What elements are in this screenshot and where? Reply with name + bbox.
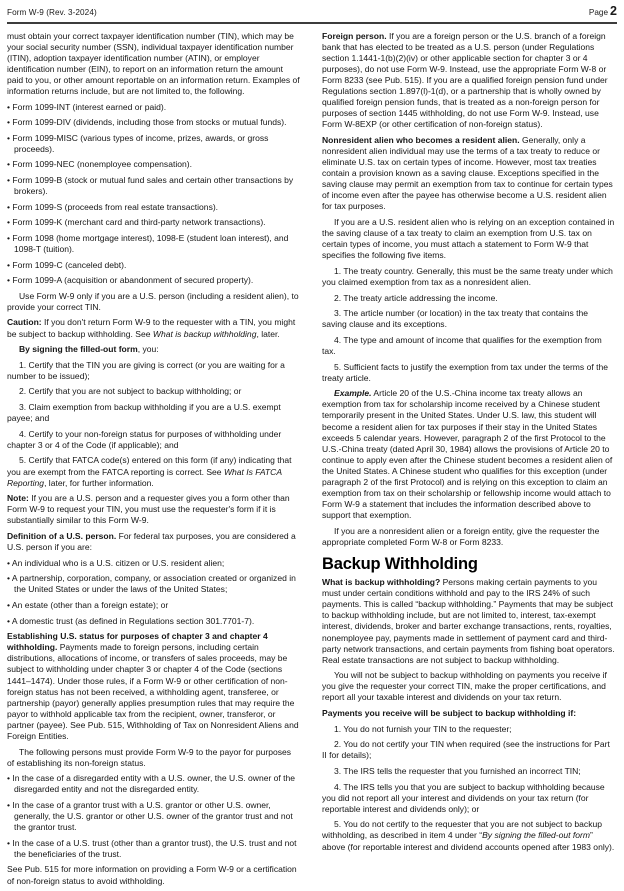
definition-paragraph <box>7 531 300 553</box>
caution-text-before: If you don't return Form W-9 to the requester with a TIN, you might be subject to backup withholding. See <box>7 317 295 338</box>
what-is-backup-label: What is backup withholding? <box>322 577 440 587</box>
form-bullet: • Form 1099-DIV (dividends, including those from stocks or mutual funds). <box>7 117 300 128</box>
note-paragraph <box>7 493 300 526</box>
establishing-label: Establishing U.S. status for purposes of chapter 3 and chapter 4 withholding. <box>7 631 268 652</box>
persons-bullet-text: In the case of a grantor trust with a U.S. grantor or other U.S. owner, generally, the U.S. grantor or other U.S. owner of the grantor trust and not the grantor trust. <box>12 800 292 832</box>
signing-heading <box>7 344 300 355</box>
form-bullet: • Form 1099-NEC (nonemployee compensation). <box>7 159 300 170</box>
caution-text-after: , later. <box>256 329 279 339</box>
form-bullet-text: Form 1099-K (merchant card and third-party network transactions). <box>12 217 265 227</box>
payments-subject-item: 1. You do not furnish your TIN to the requester; <box>322 724 615 735</box>
page-label: Page <box>589 9 608 17</box>
example-paragraph <box>322 388 615 521</box>
foreign-person-paragraph <box>322 31 615 131</box>
form-bullet: • Form 1099-C (canceled debt). <box>7 260 300 271</box>
form-bullet-text: Form 1099-NEC (nonemployee compensation). <box>12 159 192 169</box>
five-item: 4. The type and amount of income that qualifies for the exemption from tax. <box>322 335 615 357</box>
page-header <box>0 0 624 20</box>
page-number <box>589 5 617 18</box>
five-item: 2. The treaty article addressing the income. <box>322 293 615 304</box>
see-pub-515-paragraph: See Pub. 515 for more information on providing a Form W-9 or a certification of non-foreign status to avoid withholding. <box>7 864 300 886</box>
definition-text: For federal tax purposes, you are considered a U.S. person if you are: <box>7 531 296 552</box>
form-bullet: • Form 1099-MISC (various types of income, prizes, awards, or gross proceeds). <box>7 133 300 155</box>
signing-item-five <box>7 455 300 488</box>
right-column <box>322 31 615 891</box>
five-item: 3. The article number (or location) in the tax treaty that contains the saving clause and its exceptions. <box>322 308 615 330</box>
note-text: If you are a U.S. person and a requester gives you a form other than Form W-9 to request your TIN, you must use the requester's form if it is substantially similar to this Form W-9. <box>7 493 290 525</box>
signing-item: 1. Certify that the TIN you are giving is correct (or you are waiting for a number to be issued); <box>7 360 300 382</box>
payments-subject-item: 3. The IRS tells the requester that you furnished an incorrect TIN; <box>322 766 615 777</box>
nonresident-alien-label: Nonresident alien who becomes a resident alien. <box>322 135 520 145</box>
example-text: Article 20 of the U.S.-China income tax treaty allows an exemption from tax for scholarship income received by a Chinese student temporarily present in the United States. Under U.S. law, this student will become a resident alien for tax purposes if their stay in the United States exceeds 5 calendar years. However, paragraph 2 of the first Protocol to the U.S.-China treaty (dated April 30, 1984) allows the provisions of Article 20 to continue to apply even after the Chinese student becomes a resident alien of the United States. A Chinese student who qualifies for this exception (under paragraph 2 of the first Protocol) and is relying on this exception to claim an exemption from tax on their scholarship or fellowship income would attach to Form W-9 a statement that includes the information described above to support that exemption. <box>322 388 612 520</box>
form-bullet: • Form 1099-INT (interest earned or paid). <box>7 102 300 113</box>
use-form-paragraph: Use Form W-9 only if you are a U.S. person (including a resident alien), to provide your correct TIN. <box>7 291 300 313</box>
signing-item: 3. Claim exemption from backup withholding if you are a U.S. exempt payee; and <box>7 402 300 424</box>
left-column <box>7 31 300 891</box>
signing-heading-bold: By signing the filled-out form <box>19 344 138 354</box>
caution-label: Caution: <box>7 317 42 327</box>
definition-bullet-text: A partnership, corporation, company, or association created or organized in the United States or under the laws of the United States; <box>12 573 296 594</box>
form-bullet-text: Form 1098 (home mortgage interest), 1098-E (student loan interest), and 1098-T (tuition). <box>12 233 288 254</box>
persons-bullet: • In the case of a grantor trust with a U.S. grantor or other U.S. owner, generally, the U.S. grantor or other U.S. owner of the grantor trust and not the grantor trust. <box>7 800 300 833</box>
payments-item-five-after: ” above (for reportable interest and dividend accounts opened after 1983 only). <box>322 830 614 851</box>
form-bullet: • Form 1099-A (acquisition or abandonment of secured property). <box>7 275 300 286</box>
signing-item-five-italic: What Is FATCA Reporting <box>7 467 282 488</box>
establishing-paragraph <box>7 631 300 742</box>
page-number-value: 2 <box>610 5 617 18</box>
following-persons-paragraph: The following persons must provide Form W-9 to the payor for purposes of establishing its non-foreign status. <box>7 747 300 769</box>
definition-label: Definition of a U.S. person. <box>7 531 116 541</box>
definition-bullet: • A partnership, corporation, company, or association created or organized in the United States or under the laws of the United States; <box>7 573 300 595</box>
signing-heading-rest: , you: <box>138 344 159 354</box>
caution-italic: What is backup withholding <box>153 329 257 339</box>
foreign-person-text: If you are a foreign person or the U.S. branch of a foreign bank that has elected to be treated as a U.S. person (under Regulations section 1.1441-1(b)(2)(iv) or other applicable section for chapter 3 or 4 purposes), do not use Form W-9. Instead, use the appropriate Form W-8 or Form 8233 (see Pub. 515). If you are a qualified foreign pension fund under Regulations section 1.897(l)-1(d), or a partnership that is wholly owned by qualified foreign pension funds, that is treated as a non-foreign person for purposes of section 1445 withholding, do not use Form W-9. Instead, use Form W-8EXP (or other certification of non-foreign status). <box>322 31 608 130</box>
caution-paragraph <box>7 317 300 339</box>
payments-subject-item-five <box>322 819 615 852</box>
form-identifier: Form W-9 (Rev. 3-2024) <box>7 9 97 17</box>
persons-bullet-text: In the case of a U.S. trust (other than a grantor trust), the U.S. trust and not the beneficiaries of the trust. <box>12 838 296 859</box>
signing-item: 2. Certify that you are not subject to backup withholding; or <box>7 386 300 397</box>
definition-bullet: • An estate (other than a foreign estate); or <box>7 600 300 611</box>
nonresident-alien-text: Generally, only a nonresident alien individual may use the terms of a tax treaty to reduce or eliminate U.S. tax on certain types of income. However, most tax treaties contain a provision known as a saving clause. Exceptions specified in the saving clause may permit an exemption from tax to continue for certain types of income even after the payee has otherwise become a U.S. resident alien for tax purposes. <box>322 135 613 212</box>
payments-subject-item: 2. You do not certify your TIN when required (see the instructions for Part II for details); <box>322 739 615 761</box>
definition-bullet-text: An individual who is a U.S. citizen or U.S. resident alien; <box>12 558 224 568</box>
form-bullet: • Form 1099-K (merchant card and third-party network transactions). <box>7 217 300 228</box>
intro-paragraph: must obtain your correct taxpayer identification number (TIN), which may be your social security number (SSN), individual taxpayer identification number (ITIN), adoption taxpayer identification number (ATIN), or employer identification number (EIN), to report on an information return the amount paid to you, or other amount reportable on an information return. Examples of information returns include, but are not limited to, the following. <box>7 31 300 98</box>
five-item: 1. The treaty country. Generally, this must be the same treaty under which you claimed exemption from tax as a nonresident alien. <box>322 266 615 288</box>
form-bullet: • Form 1098 (home mortgage interest), 1098-E (student loan interest), and 1098-T (tuition). <box>7 233 300 255</box>
two-column-body <box>0 24 624 891</box>
payments-subject-heading: Payments you receive will be subject to backup withholding if: <box>322 708 615 719</box>
definition-bullet-text: A domestic trust (as defined in Regulations section 301.7701-7). <box>12 616 254 626</box>
persons-bullet-text: In the case of a disregarded entity with a U.S. owner, the U.S. owner of the disregarded entity and not the disregarded entity. <box>12 773 295 794</box>
nonresident-alien-paragraph <box>322 135 615 213</box>
resident-alien-paragraph: If you are a U.S. resident alien who is relying on an exception contained in the saving clause of a tax treaty to claim an exemption from U.S. tax on certain types of income, you must attach a statement to Form W-9 that specifies the following five items. <box>322 217 615 261</box>
definition-bullet: • An individual who is a U.S. citizen or U.S. resident alien; <box>7 558 300 569</box>
form-bullet-text: Form 1099-INT (interest earned or paid). <box>12 102 166 112</box>
establishing-text: Payments made to foreign persons, including certain distributions, allocations of income, or transfers of sales proceeds, may be subject to withholding under chapter 3 or chapter 4 of the Code (sections 1441–1474). Under those rules, if a Form W-9 or other certification of non-foreign status has not been received, a withholding agent, transferee, or partnership (payor) generally applies presumption rules that may require the payor to withhold applicable tax from the recipient, owner, transferor, or partner (payee). See Pub. 515, Withholding of Tax on Nonresident Aliens and Foreign Entities. <box>7 642 299 741</box>
form-bullet-text: Form 1099-A (acquisition or abandonment of secured property). <box>12 275 253 285</box>
form-bullet-text: Form 1099-DIV (dividends, including those from stocks or mutual funds). <box>12 117 286 127</box>
form-bullet-text: Form 1099-B (stock or mutual fund sales and certain other transactions by brokers). <box>12 175 293 196</box>
definition-bullet: • A domestic trust (as defined in Regulations section 301.7701-7). <box>7 616 300 627</box>
signing-item-five-before: 5. Certify that FATCA code(s) entered on this form (if any) indicating that you are exempt from the FATCA reporting is correct. See <box>7 455 292 476</box>
foreign-person-label: Foreign person. <box>322 31 387 41</box>
note-label: Note: <box>7 493 29 503</box>
what-is-backup-text: Persons making certain payments to you must under certain conditions withhold and pay to the IRS 24% of such payments. This is called “backup withholding.” Payments that may be subject to backup withholding include, but are not limited to, interest, tax-exempt interest, dividends, broker and barter exchange transactions, rents, royalties, nonemployee pay, payments made in settlement of payment card and third-party network transactions, and certain payments from fishing boat operators. Real estate transactions are not subject to backup withholding. <box>322 577 615 665</box>
form-bullet-text: Form 1099-S (proceeds from real estate transactions). <box>12 202 218 212</box>
signing-item-five-after: , later, for further information. <box>44 478 154 488</box>
not-subject-paragraph: You will not be subject to backup withholding on payments you receive if you give the requester your correct TIN, make the proper certifications, and report all your taxable interest and dividends on your tax return. <box>322 670 615 703</box>
payments-item-five-italic: By signing the filled-out form <box>482 830 590 840</box>
persons-bullet: • In the case of a disregarded entity with a U.S. owner, the U.S. owner of the disregarded entity and not the disregarded entity. <box>7 773 300 795</box>
backup-withholding-heading: Backup Withholding <box>322 555 615 573</box>
five-item: 5. Sufficient facts to justify the exemption from tax under the terms of the treaty article. <box>322 362 615 384</box>
definition-bullet-text: An estate (other than a foreign estate); or <box>12 600 168 610</box>
example-label: Example. <box>334 388 372 398</box>
form-bullet: • Form 1099-B (stock or mutual fund sales and certain other transactions by brokers). <box>7 175 300 197</box>
nonresident-closing-paragraph: If you are a nonresident alien or a foreign entity, give the requester the appropriate completed Form W-8 or Form 8233. <box>322 526 615 548</box>
form-bullet-text: Form 1099-C (canceled debt). <box>12 260 126 270</box>
payments-subject-item: 4. The IRS tells you that you are subject to backup withholding because you did not report all your interest and dividends on your tax return (for reportable interest and dividends only); or <box>322 782 615 815</box>
form-bullet: • Form 1099-S (proceeds from real estate transactions). <box>7 202 300 213</box>
what-is-backup-paragraph <box>322 577 615 666</box>
signing-item: 4. Certify to your non-foreign status for purposes of withholding under chapter 3 or 4 of the Code (if applicable); and <box>7 429 300 451</box>
payments-item-five-before: 5. You do not certify to the requester that you are not subject to backup withholding, as described in item 4 under “ <box>322 819 602 840</box>
persons-bullet: • In the case of a U.S. trust (other than a grantor trust), the U.S. trust and not the beneficiaries of the trust. <box>7 838 300 860</box>
form-bullet-text: Form 1099-MISC (various types of income, prizes, awards, or gross proceeds). <box>12 133 268 154</box>
